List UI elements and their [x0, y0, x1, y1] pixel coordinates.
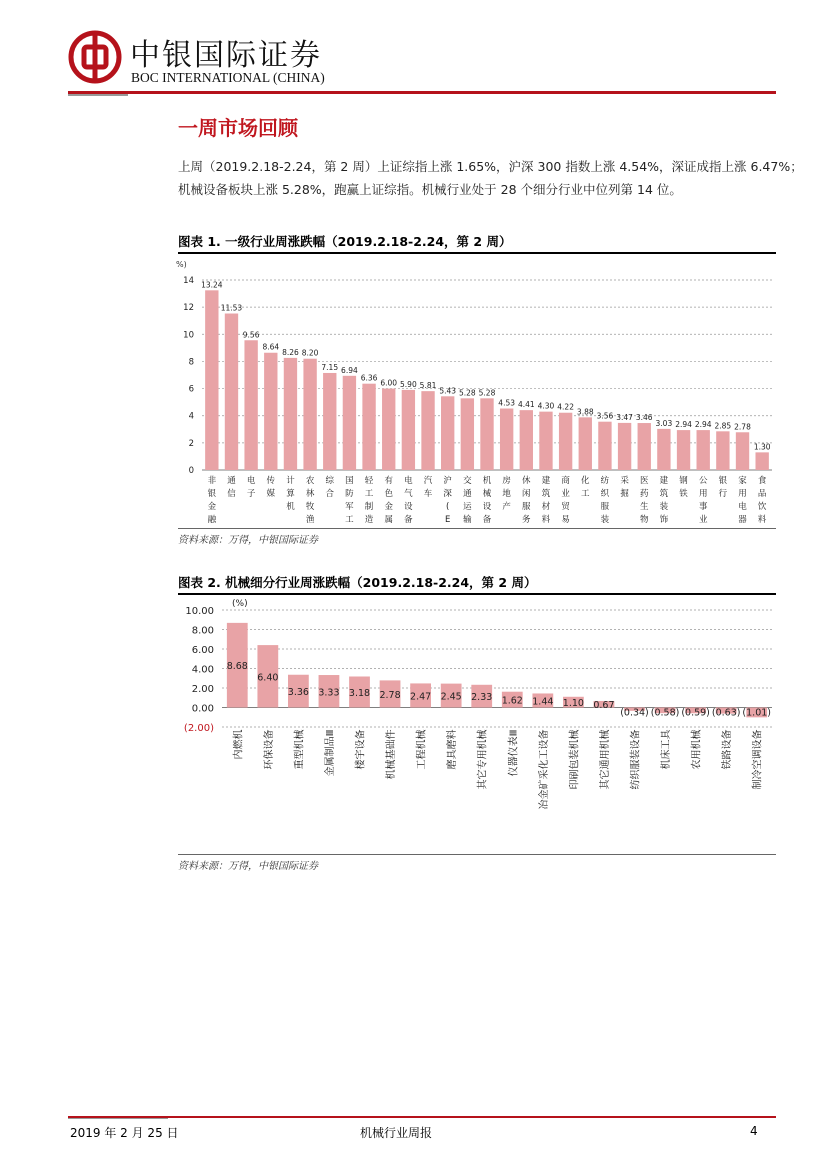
x-tick-label-char: 防 [345, 489, 354, 499]
figure1-bottom-rule [178, 528, 776, 529]
x-tick-label-char: 国 [345, 476, 354, 486]
data-label: (0.58) [650, 707, 680, 719]
y-unit-label: (%) [232, 599, 248, 609]
data-label: 8.26 [282, 347, 299, 357]
summary-line-2: 机械设备板块上涨 5.28%，跑赢上证综指。机械行业处于 28 个细分行业中位列第 14 位。 [178, 182, 682, 197]
x-tick-label-char: 业 [561, 489, 570, 499]
x-tick-label-char: 生 [639, 502, 649, 512]
x-tick-label-char: 电 [246, 476, 256, 486]
x-tick-label-char: 机 [286, 502, 295, 512]
bar [638, 423, 651, 470]
x-tick-label-char: 务 [522, 515, 531, 525]
x-tick-label-char: 食 [757, 476, 767, 486]
bar [736, 432, 749, 470]
bar [421, 391, 434, 470]
x-tick-label-char: 电 [738, 502, 747, 512]
x-tick-label-char: 通 [227, 476, 236, 486]
data-label: 8.68 [226, 661, 248, 673]
data-label: 5.43 [439, 386, 457, 396]
x-tick-label: 机械基础件 [386, 729, 398, 780]
x-tick-label-char: 品 [757, 489, 767, 499]
x-tick-label-char: 金 [384, 502, 393, 512]
data-label: 5.28 [458, 388, 476, 398]
data-label: 8.20 [301, 348, 319, 358]
bar [657, 429, 670, 470]
x-tick-label-char: 色 [384, 489, 393, 499]
y-tick-label: 2 [188, 438, 194, 449]
x-tick-label-char: 钢 [679, 476, 688, 486]
x-tick-label-char: 备 [404, 515, 413, 525]
bar [402, 390, 415, 470]
x-tick-label-char: 合 [325, 489, 335, 499]
header-rule [68, 91, 776, 94]
x-tick-label-char: 渔 [305, 515, 315, 525]
x-tick-label-char: 医 [639, 476, 649, 486]
footer-rule-accent [68, 1118, 168, 1119]
x-tick-label: 仪器仪表Ⅲ [508, 729, 520, 777]
x-tick-label-char: 沪 [443, 476, 452, 486]
y-tick-label: 4 [188, 411, 194, 422]
x-tick-label-char: 物 [639, 515, 649, 525]
x-tick-label-char: 媒 [266, 489, 276, 499]
chart-machinery-sub-weekly-change [172, 596, 777, 854]
data-label: 3.18 [348, 687, 371, 699]
x-tick-label-char: 交 [463, 476, 472, 486]
data-label: 1.30 [753, 442, 771, 452]
data-label: 2.78 [734, 422, 751, 432]
y-tick-label: 0.00 [191, 703, 214, 715]
bar [205, 290, 218, 470]
bar [500, 409, 513, 470]
x-tick-label-char: 业 [698, 515, 708, 525]
data-label: 2.94 [675, 420, 692, 430]
y-unit-label: %) [176, 260, 187, 269]
bar [264, 353, 277, 470]
x-tick-label-char: 轻 [364, 476, 374, 486]
x-tick-label-char: 材 [541, 502, 551, 512]
bar [755, 452, 768, 470]
x-tick-label-char: 贸 [561, 502, 570, 512]
x-tick-label-char: 气 [404, 489, 413, 499]
x-tick-label-char: 子 [246, 489, 256, 499]
y-tick-label: (2.00) [183, 723, 214, 734]
bar [284, 358, 297, 470]
x-tick-label-char: 备 [482, 515, 492, 525]
x-tick-label-char: 建 [541, 476, 551, 486]
y-tick-label: 10.00 [185, 606, 214, 617]
x-tick-label: 铁路设备 [722, 729, 734, 770]
x-tick-label-char: 药 [639, 489, 649, 499]
bar [579, 417, 592, 470]
x-tick-label-char: 易 [561, 515, 570, 525]
data-label: 0.67 [593, 700, 615, 712]
company-name-en: BOC INTERNATIONAL (CHINA) [131, 70, 325, 85]
x-tick-label-char: 料 [757, 515, 767, 525]
x-tick-label-char: 电 [404, 476, 413, 486]
x-tick-label-char: 筑 [541, 489, 551, 499]
data-label: 2.94 [694, 420, 712, 430]
x-tick-label-char: 铁 [679, 489, 688, 499]
x-tick-label-char: 深 [443, 489, 452, 499]
footer-rule [68, 1116, 776, 1118]
data-label: 7.15 [321, 362, 339, 372]
x-tick-label-char: 械 [482, 489, 492, 499]
data-label: 2.78 [379, 689, 401, 701]
chart-industry-weekly-change [172, 256, 777, 528]
y-tick-label: 6.00 [191, 645, 214, 656]
x-tick-label-char: 工 [345, 515, 354, 525]
x-tick-label-char: 饰 [659, 515, 669, 525]
data-label: 3.03 [655, 418, 673, 428]
data-label: 1.62 [501, 695, 523, 707]
y-tick-label: 14 [183, 276, 194, 286]
y-tick-label: 8.00 [191, 625, 214, 637]
data-label: (0.34) [620, 707, 649, 719]
bar [382, 389, 395, 470]
bar [618, 423, 631, 470]
bar [716, 431, 729, 470]
data-label: 3.56 [596, 411, 614, 421]
y-tick-label: 8 [188, 357, 194, 368]
x-tick-label: 重型机械 [294, 729, 306, 770]
bar [598, 422, 611, 470]
data-label: 4.30 [537, 401, 555, 411]
data-label: 3.47 [616, 412, 633, 422]
figure2-bottom-rule [178, 854, 776, 855]
x-tick-label-char: 牧 [305, 502, 315, 512]
data-label: 5.90 [400, 379, 417, 389]
x-tick-label-char: 农 [305, 476, 315, 486]
data-label: 11.53 [220, 303, 243, 313]
header-rule-accent [68, 94, 128, 96]
x-tick-label-char: 融 [207, 515, 217, 525]
x-tick-label-char: 汽 [423, 476, 433, 486]
x-tick-label-char: 有 [384, 476, 393, 486]
bar [225, 314, 238, 470]
x-tick-label: 机床工具 [661, 729, 673, 770]
x-tick-label-char: 装 [600, 515, 610, 525]
figure2-source: 资料来源：万得，中银国际证券 [178, 861, 318, 872]
x-tick-label-char: 工 [364, 489, 374, 499]
y-tick-label: 6 [188, 384, 194, 395]
data-label: 9.56 [242, 330, 260, 340]
x-tick-label-char: 服 [600, 502, 610, 512]
company-name-cn: 中银国际证券 [130, 38, 322, 73]
x-tick-label-char: 设 [404, 502, 413, 512]
x-tick-label-char: E [445, 515, 451, 525]
data-label: 3.36 [287, 687, 309, 699]
x-tick-label-char: 设 [482, 502, 492, 512]
x-tick-label-char: 用 [738, 489, 747, 499]
data-label: 6.94 [341, 365, 358, 375]
y-tick-label: 2.00 [191, 684, 214, 695]
x-tick-label-char: 车 [423, 489, 433, 499]
x-tick-label-char: 运 [463, 502, 472, 512]
x-tick-label-char: 制 [364, 502, 374, 512]
x-tick-label-char: 计 [286, 476, 295, 486]
x-tick-label: 冶金矿采化工设备 [538, 729, 550, 810]
x-tick-label-char: 非 [207, 476, 217, 486]
footer-report-title: 机械行业周报 [360, 1126, 433, 1140]
figure2-top-rule [178, 593, 776, 595]
x-tick-label-char: 家 [738, 476, 747, 486]
bar [520, 410, 533, 470]
x-tick-label-char: 传 [266, 476, 276, 486]
data-label: 6.36 [360, 373, 378, 383]
x-tick-label-char: 休 [522, 476, 531, 486]
x-tick-label: 其它专用机械 [477, 729, 489, 790]
x-tick-label-char: 房 [502, 476, 511, 486]
x-tick-label-char: 公 [698, 476, 708, 486]
x-tick-label-char: 银 [718, 476, 728, 486]
bar [303, 359, 316, 470]
x-tick-label-char: 掘 [620, 489, 629, 499]
x-tick-label-char: ( [446, 502, 450, 512]
data-label: 13.24 [201, 280, 223, 290]
bar [480, 398, 493, 470]
y-tick-label: 12 [183, 303, 194, 314]
x-tick-label: 印刷包装机械 [569, 729, 581, 790]
figure1-top-rule [178, 252, 776, 254]
x-tick-label-char: 器 [738, 515, 747, 525]
data-label: 3.46 [635, 413, 653, 423]
data-label: 4.53 [498, 398, 516, 408]
x-tick-label: 环保设备 [263, 729, 275, 770]
data-label: 6.00 [380, 378, 398, 388]
x-tick-label: 工程机械 [416, 729, 428, 770]
x-tick-label-char: 机 [482, 476, 492, 486]
x-tick-label-char: 装 [659, 502, 669, 512]
data-label: 2.45 [440, 691, 462, 703]
x-tick-label-char: 林 [305, 489, 315, 499]
x-tick-label-char: 通 [463, 489, 472, 499]
x-tick-label-char: 银 [207, 489, 217, 499]
footer-date: 2019 年 2 月 25 日 [70, 1126, 179, 1140]
x-tick-label: 磨具磨料 [447, 729, 459, 770]
bar [343, 376, 356, 470]
x-tick-label: 制冷空调设备 [752, 729, 764, 790]
x-tick-label-char: 输 [463, 515, 472, 525]
data-label: 5.81 [419, 381, 437, 391]
x-tick-label: 楼宇设备 [355, 729, 367, 770]
x-tick-label-char: 地 [502, 489, 511, 499]
x-tick-label-char: 行 [718, 489, 728, 499]
x-tick-label-char: 工 [581, 489, 590, 499]
data-label: 1.44 [532, 696, 554, 708]
figure1-title: 图表 1. 一级行业周涨跌幅（2019.2.18-2.24，第 2 周） [178, 234, 512, 249]
bar [697, 430, 710, 470]
x-tick-label-char: 建 [659, 476, 669, 486]
bar [677, 430, 690, 470]
x-tick-label-char: 服 [522, 502, 531, 512]
x-tick-label-char: 事 [698, 502, 708, 512]
y-tick-label: 0 [188, 466, 194, 476]
x-tick-label-char: 饮 [757, 502, 767, 512]
x-tick-label-char: 信 [227, 489, 236, 499]
bar [539, 412, 552, 470]
y-tick-label: 4.00 [191, 664, 214, 676]
data-label: (0.59) [681, 707, 710, 719]
figure1-source: 资料来源：万得，中银国际证券 [178, 535, 318, 546]
x-tick-label-char: 织 [600, 489, 610, 499]
x-tick-label-char: 料 [541, 515, 551, 525]
data-label: 2.85 [714, 421, 732, 431]
x-tick-label: 金属制品Ⅲ [324, 729, 336, 777]
data-label: 6.40 [257, 672, 279, 684]
bar [461, 398, 474, 470]
data-label: 4.41 [517, 400, 535, 410]
bar [323, 373, 336, 470]
x-tick-label-char: 军 [345, 502, 354, 512]
bar [559, 413, 572, 470]
data-label: 3.33 [318, 687, 340, 699]
x-tick-label: 内燃机 [233, 729, 245, 760]
y-tick-label: 10 [183, 330, 194, 341]
bar [362, 384, 375, 470]
data-label: (1.01) [742, 707, 772, 719]
x-tick-label-char: 金 [207, 502, 217, 512]
bar [244, 340, 257, 470]
data-label: 2.47 [410, 691, 432, 703]
data-label: (0.63) [711, 707, 741, 719]
boc-logo-icon [68, 30, 122, 84]
x-tick-label-char: 产 [502, 502, 511, 512]
x-tick-label-char: 化 [581, 476, 590, 486]
data-label: 8.64 [262, 342, 280, 352]
x-tick-label-char: 用 [698, 489, 708, 499]
figure2-title: 图表 2. 机械细分行业周涨跌幅（2019.2.18-2.24，第 2 周） [178, 575, 537, 590]
summary-line-1: 上周（2019.2.18-2.24，第 2 周）上证综指上涨 1.65%，沪深 300 指数上涨 4.54%，深证成指上涨 6.47%； [178, 159, 803, 174]
x-tick-label-char: 筑 [659, 489, 669, 499]
x-tick-label-char: 综 [325, 476, 335, 486]
x-tick-label-char: 造 [364, 515, 374, 525]
bar [441, 396, 454, 470]
data-label: 5.28 [478, 388, 496, 398]
x-tick-label: 农用机械 [691, 729, 703, 770]
x-tick-label-char: 属 [384, 515, 393, 525]
x-tick-label: 纺织服装设备 [630, 729, 642, 790]
section-title: 一周市场回顾 [178, 116, 298, 140]
x-tick-label-char: 采 [620, 476, 629, 486]
x-tick-label-char: 算 [286, 489, 295, 499]
page-number: 4 [750, 1124, 758, 1138]
data-label: 4.22 [557, 402, 574, 412]
data-label: 3.88 [576, 407, 594, 417]
x-tick-label-char: 闲 [522, 489, 531, 499]
x-tick-label: 其它通用机械 [599, 729, 611, 790]
data-label: 2.33 [471, 692, 493, 704]
x-tick-label-char: 纺 [600, 476, 610, 486]
data-label: 1.10 [562, 698, 584, 710]
x-tick-label-char: 商 [561, 476, 570, 486]
